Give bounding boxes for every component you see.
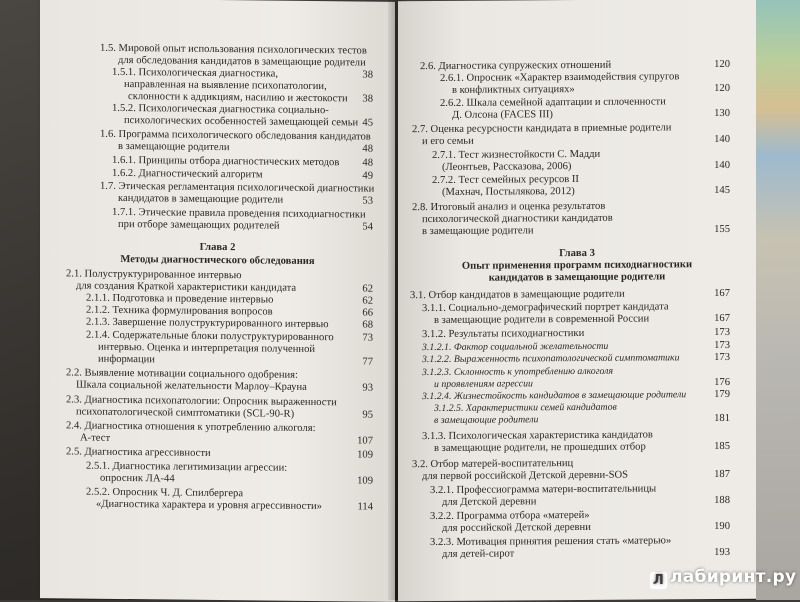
toc-page-number: 95 — [362, 409, 373, 421]
toc-entry — [422, 136, 474, 149]
toc-page-number: 48 — [362, 157, 373, 169]
toc-entry — [442, 496, 536, 509]
toc-entry — [422, 328, 584, 342]
toc-page-number: 45 — [362, 117, 373, 129]
toc-entry — [112, 168, 263, 182]
toc-entry-text: 1.7.1. Этические правила проведения психодиагностики — [112, 206, 366, 221]
toc-entry-text: 1.5.1. Психологическая диагностика, — [112, 66, 279, 80]
toc-entry-text: 1.5. Мировой опыт использования психологических тестов — [100, 42, 367, 57]
toc-entry-text: опросник ЛА-44 — [100, 472, 175, 485]
toc-entry-text: психопатологической симптоматики (SCL-90-R) — [76, 406, 295, 420]
toc-page-number: 109 — [357, 449, 373, 461]
toc-page-number: 109 — [357, 475, 373, 487]
toc-entry-text: при отборе замещающих родителей — [118, 218, 280, 232]
toc-entry — [96, 499, 322, 514]
toc-entry — [434, 414, 538, 427]
toc-entry — [40, 253, 395, 269]
toc-entry — [76, 380, 307, 395]
toc-entry-text: 2.7.2. Тест семейных ресурсов II — [432, 173, 579, 187]
toc-page-number: 120 — [714, 82, 730, 95]
toc-entry-text: 3.2.3. Мотивация принятия решения стать «матерью» — [430, 535, 672, 549]
toc-entry-text: (Леонтьев, Рассказова, 2006) — [442, 161, 572, 173]
colorful-background-edge — [756, 0, 800, 600]
toc-page-number: 62 — [362, 295, 373, 307]
toc-entry-text: 1.6.2. Диагностический алгоритм — [112, 167, 263, 181]
toc-entry-text: 2.1.1. Подготовка и проведение интервью — [86, 292, 274, 306]
toc-entry-text: психологической диагностики кандидатов — [422, 212, 613, 226]
toc-entry-text: 2.8. Итоговый анализ и оценка результатов — [412, 200, 606, 214]
toc-page-number: 66 — [362, 307, 373, 319]
toc-entry-text: для обследования кандидатов в замещающие родители — [118, 54, 366, 69]
toc-entry — [118, 219, 280, 233]
toc-entry — [442, 522, 591, 536]
right-page — [398, 0, 756, 601]
toc-entry — [442, 161, 571, 174]
toc-page-number: 173 — [714, 351, 730, 364]
toc-entry-text: 2.6.1. Опросник «Характер взаимодействия супругов — [440, 71, 680, 84]
toc-entry — [66, 446, 211, 460]
toc-entry-text: 2.5. Диагностика агрессивности — [66, 446, 211, 459]
toc-entry-text: 2.1. Полуструктурированное интервью — [66, 268, 242, 282]
toc-entry — [98, 354, 155, 367]
toc-entry-text: «Диагностика характера и уровня агрессивности» — [96, 498, 322, 513]
toc-entry-text: в замещающие родители — [422, 225, 534, 238]
toc-entry — [442, 548, 514, 561]
toc-entry-text: Д. Олсона (FACES III) — [452, 109, 553, 121]
toc-page-number: 140 — [714, 133, 730, 146]
toc-entry-text: 1.5.2. Психологическая диагностика социально- — [112, 102, 329, 117]
toc-entry — [76, 407, 294, 422]
toc-page-number: 193 — [714, 546, 730, 559]
toc-page-number: 114 — [357, 501, 373, 513]
toc-page-number: 38 — [362, 69, 373, 81]
toc-entry — [124, 115, 358, 130]
toc-entry — [410, 289, 625, 303]
toc-entry-text: склонности к аддикциям, насилию и жестокости — [128, 91, 348, 105]
toc-entry-text: 2.5.2. Опросник Ч. Д. Спилбергера — [86, 486, 244, 500]
toc-entry-text: 3.1.2.4. Жизнестойкость кандидатов в замещающие родители — [422, 389, 687, 403]
toc-page-number: 62 — [362, 283, 373, 295]
toc-entry — [452, 109, 553, 122]
toc-entry-text: в замещающие родители в современной России — [434, 313, 650, 326]
toc-page-number: 53 — [362, 195, 373, 207]
toc-entry-text: 3.2. Отбор матерей-воспитательниц — [412, 458, 574, 471]
toc-entry-text: 3.1.3. Психологическая характеристика кандидатов — [422, 429, 653, 443]
toc-entry-text: 2.6. Диагностика супружеских отношений — [420, 59, 612, 73]
toc-entry-text: интервью. Оценка и интерпретация полученной — [98, 341, 316, 356]
toc-page-number: 48 — [362, 143, 373, 155]
toc-page-number: 73 — [362, 332, 373, 344]
toc-entry-text: 2.7.1. Тест жизнестойкости С. Мадди — [432, 148, 601, 162]
toc-page-number: 54 — [362, 221, 373, 233]
toc-entry-text: 2.1.2. Техника формулирования вопросов — [86, 304, 273, 318]
toc-entry-text: для Детской деревни — [442, 496, 537, 508]
toc-page-number: 181 — [714, 412, 730, 425]
toc-entry-text: для детей-сирот — [442, 548, 515, 560]
toc-entry-text: в замещающие родители — [118, 140, 230, 154]
toc-page-number: 107 — [357, 435, 373, 447]
toc-page-number: 173 — [714, 326, 730, 339]
toc-page-number: 140 — [714, 159, 730, 172]
toc-entry — [422, 470, 628, 484]
toc-page-number: 38 — [362, 93, 373, 105]
toc-entry-text: 2.1.3. Завершение полуструктурированного интервью — [86, 316, 329, 331]
toc-page-number: 49 — [362, 170, 373, 182]
toc-entry-text: 3.2.2. Программа отбора «матерей» — [430, 509, 590, 523]
toc-entry-text: 3.2.1. Профессиограмма матери-воспитательницы — [430, 483, 657, 497]
toc-entry — [430, 483, 656, 497]
toc-entry-text: (Махнач, Постылякова, 2012) — [442, 186, 575, 198]
toc-page-number: 173 — [714, 339, 730, 352]
toc-entry — [452, 84, 575, 97]
toc-entry-text: Глава 3 — [559, 247, 595, 260]
watermark-text: лабиринт.ру — [670, 567, 797, 587]
toc-page-number: 68 — [362, 319, 373, 331]
toc-page-number: 187 — [714, 468, 730, 481]
toc-page-number: 120 — [714, 58, 730, 71]
toc-entry-text: в замещающие родители — [434, 414, 539, 426]
left-page — [40, 0, 395, 602]
toc-entry-text: 1.6.1. Принципы отбора диагностических методов — [112, 154, 340, 169]
toc-entry-text: 3.1. Отбор кандидатов в замещающие родители — [410, 288, 625, 302]
toc-entry-text: и проявлениям агрессии — [434, 378, 533, 390]
toc-entry-text: 3.1.2.5. Характеристики семей кандидатов — [434, 401, 617, 414]
toc-entry-text: 3.1.2.2. Выраженность психопатологической симптоматики — [422, 352, 680, 366]
toc-entry-text: Опыт применения программ психодиагностики — [461, 259, 693, 272]
toc-entry — [118, 193, 283, 207]
toc-entry-text: 3.1.1. Социально-демографический портрет кандидата — [422, 301, 669, 315]
toc-entry-text: А-тест — [80, 432, 111, 444]
toc-entry-text: 2.5.1. Диагностика легитимизации агрессии: — [86, 460, 288, 474]
toc-page-number: 190 — [714, 520, 730, 533]
toc-entry-text: для создания Краткой характеристики кандидата — [76, 280, 297, 294]
toc-entry-text: в замещающие родители, не прошедших отбор — [434, 441, 646, 454]
toc-page-number: 167 — [714, 312, 730, 325]
toc-entry-text: для российской Детской деревни — [442, 521, 591, 534]
toc-page-number: 167 — [714, 287, 730, 300]
toc-entry — [422, 225, 534, 238]
toc-entry-text: 2.4. Диагностика отношения к употреблению алкоголя: — [66, 420, 316, 435]
toc-entry-text: 3.1.2.3. Склонность к употреблению алкоголя — [422, 365, 614, 379]
toc-entry-text: 1.7. Этическая регламентация психологической диагностики — [100, 180, 375, 195]
toc-entry — [442, 186, 575, 199]
toc-entry-text: кандидатов в замещающие родители — [488, 271, 666, 284]
toc-page-number: 145 — [714, 184, 730, 197]
toc-page-number: 130 — [714, 107, 730, 120]
toc-entry-text: 3.1.2.1. Фактор социальной желательности — [422, 340, 609, 354]
toc-entry-text: Глава 2 — [199, 241, 236, 254]
toc-entry-text: 2.1.4. Содержательные блоки полуструктурированного — [86, 329, 334, 344]
toc-entry-text: в конфликтных ситуациях» — [452, 84, 575, 96]
toc-entry-text: 2.7. Оценка ресурсности кандидата в приемные родители — [412, 122, 672, 136]
right-toc — [398, 0, 756, 560]
toc-entry-text: Шкала социальной желательности Марлоу–Крауна — [76, 379, 307, 393]
toc-entry — [80, 433, 110, 446]
labirint-logo-icon: Л — [650, 572, 667, 589]
toc-entry — [434, 313, 649, 327]
toc-entry-text: 1.6. Программа психологического обследования кандидатов — [100, 128, 371, 143]
toc-page-number: 188 — [714, 494, 730, 507]
toc-page-number: 77 — [362, 356, 373, 368]
toc-entry-text: 2.3. Диагностика психопатологии: Опросник выраженности — [66, 394, 337, 409]
toc-entry-text: и его семьи — [422, 135, 474, 148]
toc-entry — [398, 271, 756, 286]
toc-entry-text: информации — [98, 353, 155, 366]
toc-entry-text: Методы диагностического обследования — [120, 253, 315, 268]
toc-entry — [118, 141, 230, 155]
toc-entry-text: 3.1.2. Результаты психодиагностики — [422, 327, 585, 341]
toc-entry — [100, 473, 175, 486]
toc-entry-text: 2.6.2. Шкала семейной адаптации и сплоченности — [440, 96, 666, 109]
toc-entry-text: 2.2. Выявление мотивации социального одобрения: — [66, 367, 298, 381]
toc-entry — [412, 122, 671, 136]
toc-entry-text: психологических особенностей замещающей семьи — [124, 115, 359, 129]
toc-entry-text: кандидатов в замещающие родители — [118, 192, 284, 206]
toc-page-number: 185 — [714, 440, 730, 453]
toc-page-number: 179 — [714, 388, 730, 401]
labirint-watermark — [650, 567, 796, 589]
toc-page-number: 155 — [714, 223, 730, 236]
toc-entry-text: направленная на выявление психопатологии, — [124, 79, 327, 93]
toc-entry — [434, 442, 646, 456]
toc-entry — [422, 352, 680, 366]
toc-entry — [430, 535, 671, 549]
toc-page-number: 176 — [714, 376, 730, 389]
toc-entry-text: для первой российской Детской деревни-SOS — [422, 469, 629, 483]
toc-page-number: 93 — [362, 382, 373, 394]
